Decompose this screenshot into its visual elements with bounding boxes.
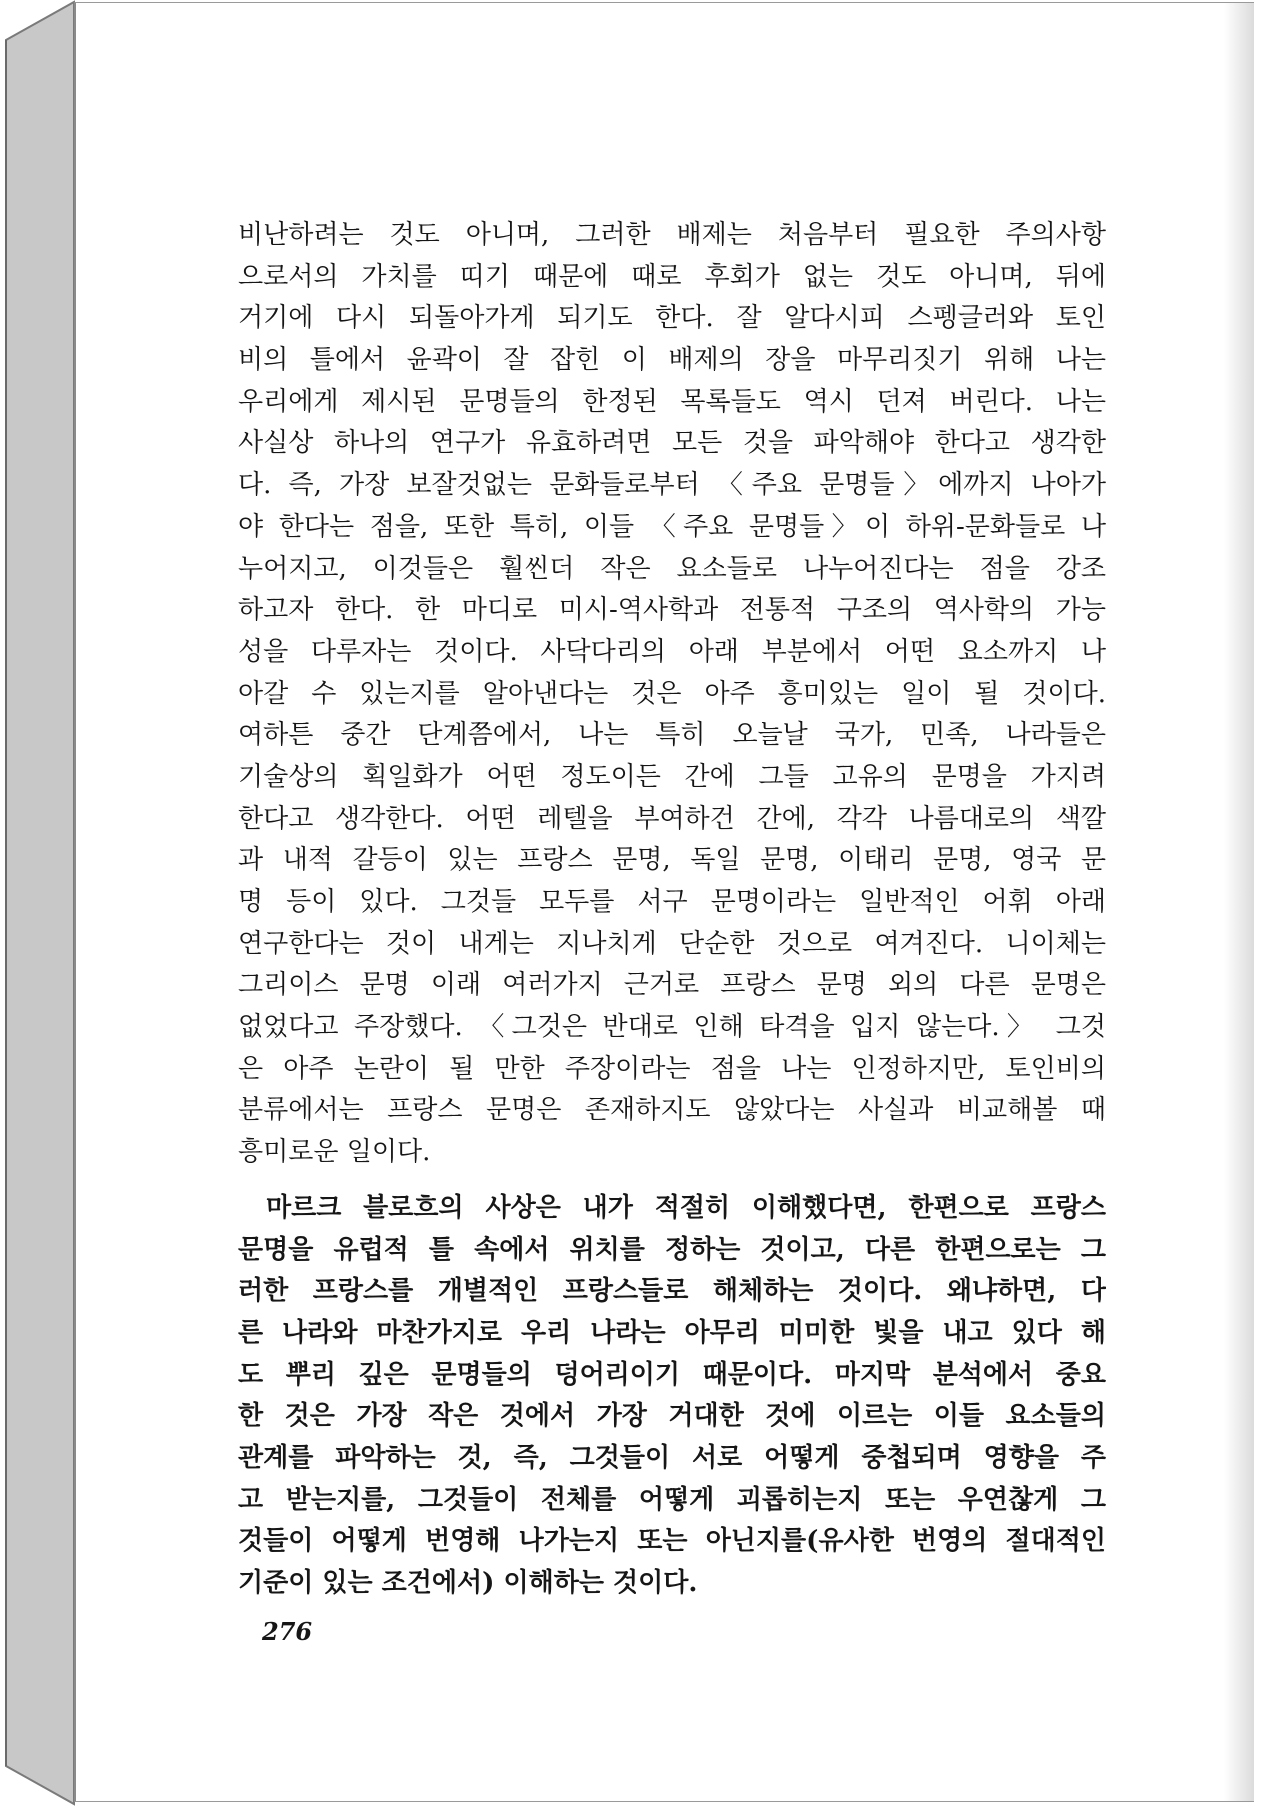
text-line: 비의 틀에서 윤곽이 잘 잡힌 이 배제의 장을 마무리짓기 위해 나는 [238,345,1106,376]
paragraph-1 [238,215,1106,1174]
text-line: 야 한다는 점을, 또한 특히, 이들 〈주요 문명들〉이 하위-문화들로 나 [238,511,1106,542]
page-number: 276 [262,1617,313,1646]
text-line: 마르크 블로흐의 사상은 내가 적절히 이해했다면, 한편으로 프랑스 [266,1192,1106,1223]
text-line: 누어지고, 이것들은 훨씬더 작은 요소들로 나누어진다는 점을 강조 [238,553,1106,584]
text-line: 하고자 한다. 한 마디로 미시-역사학과 전통적 구조의 역사학의 가능 [238,595,1106,626]
text-line: 문명을 유럽적 틀 속에서 위치를 정하는 것이고, 다른 한편으로는 그 [238,1234,1106,1265]
text-line: 흥미로운 일이다. [238,1137,431,1168]
text-line: 으로서의 가치를 띠기 때문에 때로 후회가 없는 것도 아니며, 뒤에 [238,261,1106,292]
text-line: 명 등이 있다. 그것들 모두를 서구 문명이라는 일반적인 어휘 아래 [238,887,1106,917]
text-line: 른 나라와 마찬가지로 우리 나라는 아무리 미미한 빛을 내고 있다 해 [238,1317,1106,1348]
text-line: 우리에게 제시된 문명들의 한정된 목록들도 역시 던져 버린다. 나는 [238,386,1106,417]
text-line: 연구한다는 것이 내게는 지나치게 단순한 것으로 여겨진다. 니이체는 [238,928,1106,959]
text-line: 분류에서는 프랑스 문명은 존재하지도 않았다는 사실과 비교해볼 때 [238,1095,1106,1126]
text-line: 기준이 있는 조건에서) 이해하는 것이다. [238,1568,698,1598]
page-edge-shadow [1224,3,1254,1801]
text-line: 과 내적 갈등이 있는 프랑스 문명, 독일 문명, 이태리 문명, 영국 문 [238,845,1106,876]
text-line: 거기에 다시 되돌아가게 되기도 한다. 잘 알다시피 스펭글러와 토인 [238,303,1106,334]
paragraph-2 [238,1188,1106,1605]
text-line: 한다고 생각한다. 어떤 레텔을 부여하건 간에, 각각 나름대로의 색깔 [238,803,1106,834]
text-line: 은 아주 논란이 될 만한 주장이라는 점을 나는 인정하지만, 토인비의 [238,1053,1106,1084]
text-line: 한 것은 가장 작은 것에서 가장 거대한 것에 이르는 이들 요소들의 [238,1401,1106,1432]
text-line: 비난하려는 것도 아니며, 그러한 배제는 처음부터 필요한 주의사항 [238,220,1106,250]
text-line: 것들이 어떻게 번영해 나가는지 또는 아닌지를(유사한 번영의 절대적인 [238,1526,1106,1557]
text-line: 관계를 파악하는 것, 즉, 그것들이 서로 어떻게 중첩되며 영향을 주 [238,1442,1106,1473]
text-line: 그리이스 문명 이래 여러가지 근거로 프랑스 문명 외의 다른 문명은 [238,970,1106,1001]
text-line: 여하튼 중간 단계쯤에서, 나는 특히 오늘날 국가, 민족, 나라들은 [238,720,1106,751]
text-line: 사실상 하나의 연구가 유효하려면 모든 것을 파악해야 한다고 생각한 [238,428,1106,459]
text-line: 러한 프랑스를 개별적인 프랑스들로 해체하는 것이다. 왜냐하면, 다 [238,1276,1106,1307]
text-line: 다. 즉, 가장 보잘것없는 문화들로부터 〈주요 문명들〉에까지 나아가 [238,470,1106,501]
paragraph-gap [238,1174,1106,1188]
text-line: 성을 다루자는 것이다. 사닥다리의 아래 부분에서 어떤 요소까지 나 [238,636,1106,667]
text-line: 아갈 수 있는지를 알아낸다는 것은 아주 흥미있는 일이 될 것이다. [238,678,1106,709]
text-line: 도 뿌리 깊은 문명들의 덩어리이기 때문이다. 마지막 분석에서 중요 [238,1359,1106,1390]
text-line: 기술상의 획일화가 어떤 정도이든 간에 그들 고유의 문명을 가지려 [238,761,1106,792]
book-spine [0,0,80,1806]
text-line: 없었다고 주장했다. 〈그것은 반대로 인해 타격을 입지 않는다.〉 그것 [238,1012,1106,1043]
body-text [238,215,1106,1605]
text-line: 고 받는지를, 그것들이 전체를 어떻게 괴롭히는지 또는 우연찮게 그 [238,1484,1106,1515]
